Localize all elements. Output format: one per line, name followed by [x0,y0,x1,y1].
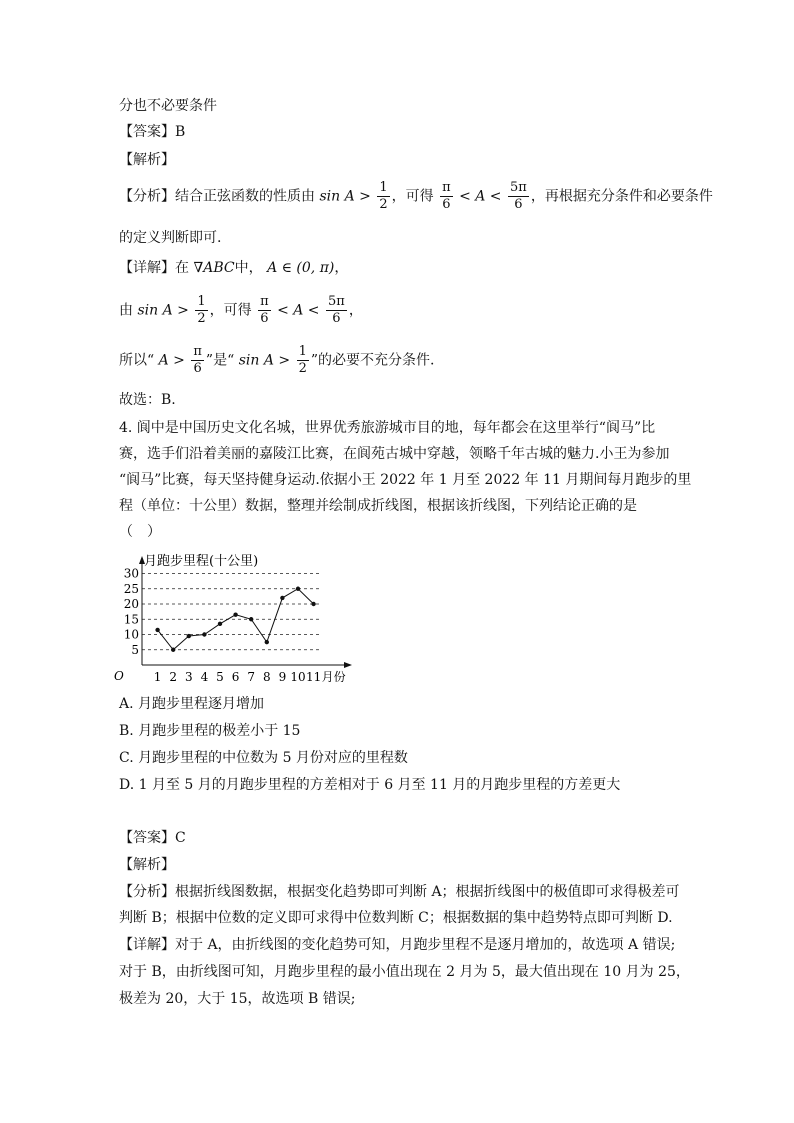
q4-option-a: A. 月跑步里程逐月增加 [119,696,265,712]
q3-answer: 【答案】B [119,124,186,140]
q4-option-d: D. 1 月至 5 月的月跑步里程的方差相对于 6 月至 11 月的月跑步里程的方差更大 [119,777,621,793]
data-point [296,587,300,591]
q3-fenxi-line2: 的定义判断即可. [119,230,222,246]
q4-xiangjie-line1: 【详解】对于 A，由折线图的变化趋势可知，月跑步里程不是逐月增加的，故选项 A 错误; [119,937,676,953]
x-tick-label: 4 [200,670,209,684]
origin-label: O [114,669,124,683]
q4-xiangjie-line3: 极差为 20，大于 15，故选项 B 错误; [119,991,356,1007]
line-chart [110,548,370,693]
x-axis-label: 月份 [321,670,346,684]
y-tick-label: 15 [123,612,139,627]
q4-stem-line5: （ ） [119,524,161,540]
data-point [249,617,253,621]
q4-stem-line1: 4. 阆中是中国历史文化名城，世界优秀旅游城市目的地，每年都会在这里举行“阆马”比 [119,420,656,436]
y-tick-label: 10 [123,627,139,642]
q4-option-b: B. 月跑步里程的极差小于 15 [119,723,301,739]
x-tick-label: 11 [305,670,322,684]
fraction-one-half: $\frac{1}{2}$ [379,180,388,212]
y-tick-label: 30 [123,566,139,581]
x-tick-label: 3 [184,670,193,684]
fraction-pi-over-6: $\frac{\pi}{6}$ [260,294,269,326]
x-tick-label: 2 [169,670,178,684]
q3-analysis-heading: 【解析】 [119,152,175,168]
q4-stem-line2: 赛，选手们沿着美丽的嘉陵江比赛，在阆苑古城中穿越，领略千年古城的魅力.小王为参加 [119,446,670,462]
y-tick-label: 5 [131,642,139,657]
q3-conclusion: 故选：B. [119,392,176,408]
x-tick-label: 1 [153,670,162,684]
q4-answer: 【答案】C [119,830,186,846]
q4-option-c: C. 月跑步里程的中位数为 5 月份对应的里程数 [119,750,408,766]
fraction-5pi-over-6: $\frac{5\pi}{6}$ [328,294,345,326]
x-tick-label: 6 [231,670,240,684]
y-tick-label: 20 [123,597,139,611]
q4-xiangjie-line2: 对于 B，由折线图可知，月跑步里程的最小值出现在 2 月为 5，最大值出现在 10 月为 25， [119,964,690,980]
q3-suoyi: 所以“ A > $\frac{\pi}{6}$ ”是“ sin A > $\frac{1}{2}$ ”的必要不充分条件. [119,344,435,376]
fraction-5pi-over-6: $\frac{5\pi}{6}$ [510,180,527,212]
q3-you: 由 sin A > $\frac{1}{2}$ ，可得 $\frac{\pi}{6}$ < A < $\frac{5\pi}{6}$ ， [119,294,363,326]
fraction-one-half: $\frac{1}{2}$ [298,344,307,376]
chart-title: 月跑步里程(十公里) [144,554,259,569]
y-tick-label: 25 [123,581,139,596]
q4-stem-line3: “阆马”比赛，每天坚持健身运动.依据小王 2022 年 1 月至 2022 年 11 月期间每月跑步的里 [119,472,692,488]
q3-continuation: 分也不必要条件 [119,98,217,114]
x-tick-label: 5 [216,670,224,684]
x-tick-label: 7 [247,670,256,684]
x-tick-label: 10 [290,670,306,684]
data-point [171,648,175,652]
fraction-pi-over-6: $\frac{\pi}{6}$ [442,180,451,212]
q4-fenxi: 【分析】根据折线图数据，根据变化趋势即可判断 A；根据折线图中的极值即可求得极差可 [119,884,680,900]
data-point [218,622,222,626]
q4-stem-line4: 程（单位：十公里）数据，整理并绘制成折线图，根据该折线图，下列结论正确的是 [119,498,637,514]
x-tick-label: 9 [278,670,287,684]
fraction-pi-over-6: $\frac{\pi}{6}$ [193,344,202,376]
x-tick-label: 8 [262,670,271,684]
data-point [280,596,284,600]
data-point [265,640,269,644]
q3-xiangjie: 【详解】在 ∇ABC中， A ∈ (0, π)， [119,260,349,276]
q4-fenxi-line2: 判断 B；根据中位数的定义即可求得中位数判断 C；根据数据的集中趋势特点即可判断 D. [119,910,673,926]
fraction-one-half: $\frac{1}{2}$ [197,294,206,326]
q4-analysis-heading: 【解析】 [119,857,175,873]
data-point [187,634,191,638]
data-point [155,628,159,632]
q3-fenxi: 【分析】结合正弦函数的性质由 sin A > $\frac{1}{2}$ ，可得 $\frac{\pi}{6}$ < A < $\frac{5\pi}{6}$ ，再根据充分条件和必要条件 [119,180,713,212]
data-point [311,602,315,606]
data-point [202,632,206,636]
x-axis-arrow [344,662,352,668]
data-point [233,612,237,616]
